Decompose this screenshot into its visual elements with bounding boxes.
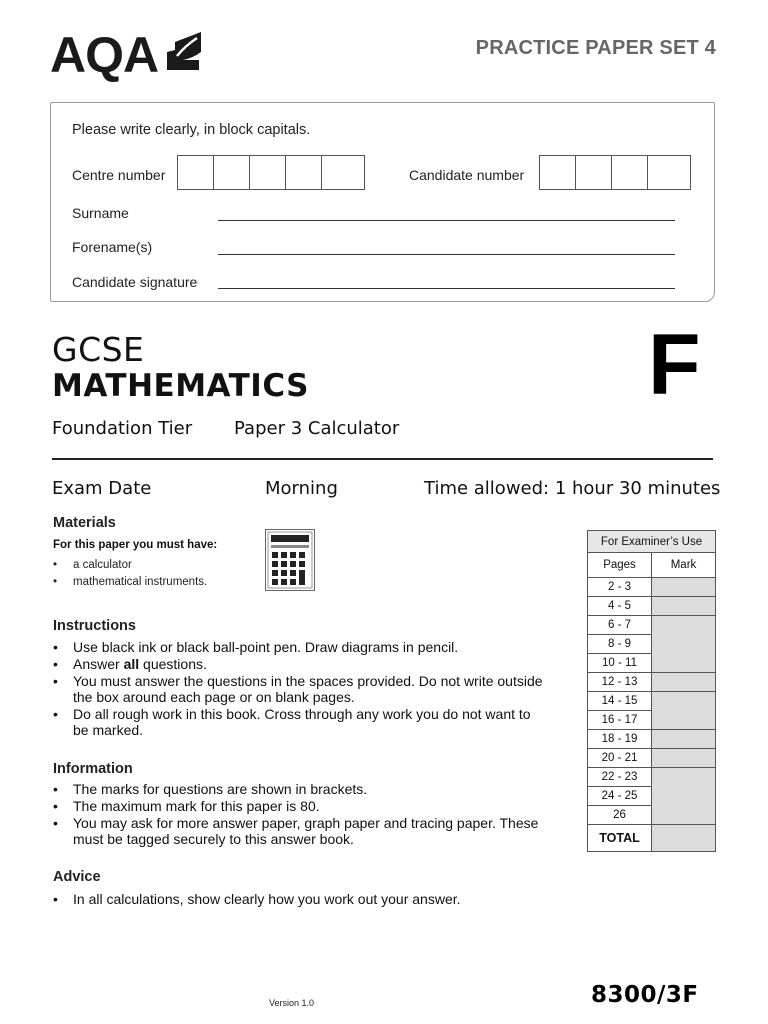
- surname-label: Surname: [72, 205, 129, 221]
- pages-cell: 2 - 3: [588, 578, 652, 597]
- information-heading: Information: [53, 761, 133, 777]
- list-item: • In all calculations, show clearly how you work out your answer.: [53, 891, 563, 907]
- pages-cell: 6 - 7: [588, 616, 652, 635]
- pages-cell: 20 - 21: [588, 749, 652, 768]
- block-capitals-instruction: Please write clearly, in block capitals.: [72, 122, 311, 138]
- forename-label: Forename(s): [72, 239, 153, 255]
- exam-date: Exam Date: [52, 478, 152, 499]
- title-divider: [52, 458, 713, 460]
- pages-cell: 26: [588, 806, 652, 825]
- centre-digit-box[interactable]: [250, 156, 286, 189]
- practice-paper-set: PRACTICE PAPER SET 4: [475, 37, 716, 59]
- candidate-digit-box[interactable]: [648, 156, 684, 189]
- materials-heading: Materials: [53, 515, 116, 531]
- examiner-use-title: For Examiner’s Use: [588, 531, 716, 553]
- candidate-digit-box[interactable]: [576, 156, 612, 189]
- paper-code: 8300/3F: [591, 982, 699, 1008]
- paper-label: Paper 3 Calculator: [234, 418, 400, 439]
- candidate-number-field[interactable]: [539, 155, 691, 190]
- materials-list: [53, 557, 207, 591]
- qualification-title: GCSE: [52, 330, 145, 369]
- candidate-number-label: Candidate number: [409, 167, 525, 183]
- centre-digit-box[interactable]: [178, 156, 214, 189]
- version-label: Version 1.0: [269, 998, 315, 1008]
- logo-mark-icon: [165, 30, 203, 72]
- instructions-heading: Instructions: [53, 618, 136, 634]
- mark-cell[interactable]: [652, 597, 716, 616]
- list-item: • The marks for questions are shown in brackets.: [53, 781, 563, 797]
- pages-cell: 8 - 9: [588, 635, 652, 654]
- information-list: [53, 781, 563, 848]
- candidate-details-box: [50, 102, 715, 302]
- centre-digit-box[interactable]: [286, 156, 322, 189]
- mark-column-header: Mark: [652, 553, 716, 578]
- total-mark-cell[interactable]: [652, 825, 716, 852]
- advice-list: [53, 891, 563, 908]
- pages-cell: 10 - 11: [588, 654, 652, 673]
- mark-cell[interactable]: [652, 616, 716, 673]
- centre-number-field[interactable]: [177, 155, 365, 190]
- list-item: • a calculator: [53, 557, 207, 574]
- candidate-digit-box[interactable]: [612, 156, 648, 189]
- mark-cell[interactable]: [652, 730, 716, 749]
- centre-digit-box[interactable]: [214, 156, 250, 189]
- pages-cell: 22 - 23: [588, 768, 652, 787]
- aqa-logo: [50, 27, 203, 83]
- calculator-icon: [265, 529, 315, 591]
- mark-cell[interactable]: [652, 749, 716, 768]
- instructions-list: [53, 639, 563, 739]
- pages-cell: 18 - 19: [588, 730, 652, 749]
- advice-heading: Advice: [53, 869, 101, 885]
- pages-cell: 24 - 25: [588, 787, 652, 806]
- tier-letter: F: [648, 317, 701, 413]
- list-item: • mathematical instruments.: [53, 574, 207, 591]
- list-item: • Do all rough work in this book. Cross through any work you do not want to be marked.: [53, 706, 543, 738]
- mark-cell[interactable]: [652, 768, 716, 825]
- time-allowed: Time allowed: 1 hour 30 minutes: [424, 478, 721, 499]
- signature-label: Candidate signature: [72, 274, 198, 290]
- mark-cell[interactable]: [652, 578, 716, 597]
- list-item: • Answer all questions.: [53, 656, 563, 672]
- list-item: • Use black ink or black ball-point pen. Draw diagrams in pencil.: [53, 639, 563, 655]
- pages-cell: 14 - 15: [588, 692, 652, 711]
- centre-digit-box[interactable]: [322, 156, 358, 189]
- total-label: TOTAL: [588, 825, 652, 852]
- list-item: • You may ask for more answer paper, graph paper and tracing paper. These must be tagged securely to this answer book.: [53, 815, 543, 847]
- pages-column-header: Pages: [588, 553, 652, 578]
- list-item: • The maximum mark for this paper is 80.: [53, 798, 563, 814]
- tier-label: Foundation Tier: [52, 418, 193, 439]
- mark-cell[interactable]: [652, 673, 716, 692]
- examiner-use-table: [587, 530, 716, 852]
- pages-cell: 4 - 5: [588, 597, 652, 616]
- centre-number-label: Centre number: [72, 167, 166, 183]
- subject-title: MATHEMATICS: [52, 368, 309, 404]
- list-item: • You must answer the questions in the spaces provided. Do not write outside the box around each page or on blank pages.: [53, 673, 563, 705]
- candidate-digit-box[interactable]: [540, 156, 576, 189]
- exam-session: Morning: [265, 478, 338, 499]
- surname-line[interactable]: [218, 220, 675, 221]
- pages-cell: 16 - 17: [588, 711, 652, 730]
- pages-cell: 12 - 13: [588, 673, 652, 692]
- signature-line[interactable]: [218, 288, 675, 289]
- forename-line[interactable]: [218, 254, 675, 255]
- logo-text: AQA: [50, 27, 159, 83]
- mark-cell[interactable]: [652, 692, 716, 730]
- must-have-label: For this paper you must have:: [53, 539, 218, 551]
